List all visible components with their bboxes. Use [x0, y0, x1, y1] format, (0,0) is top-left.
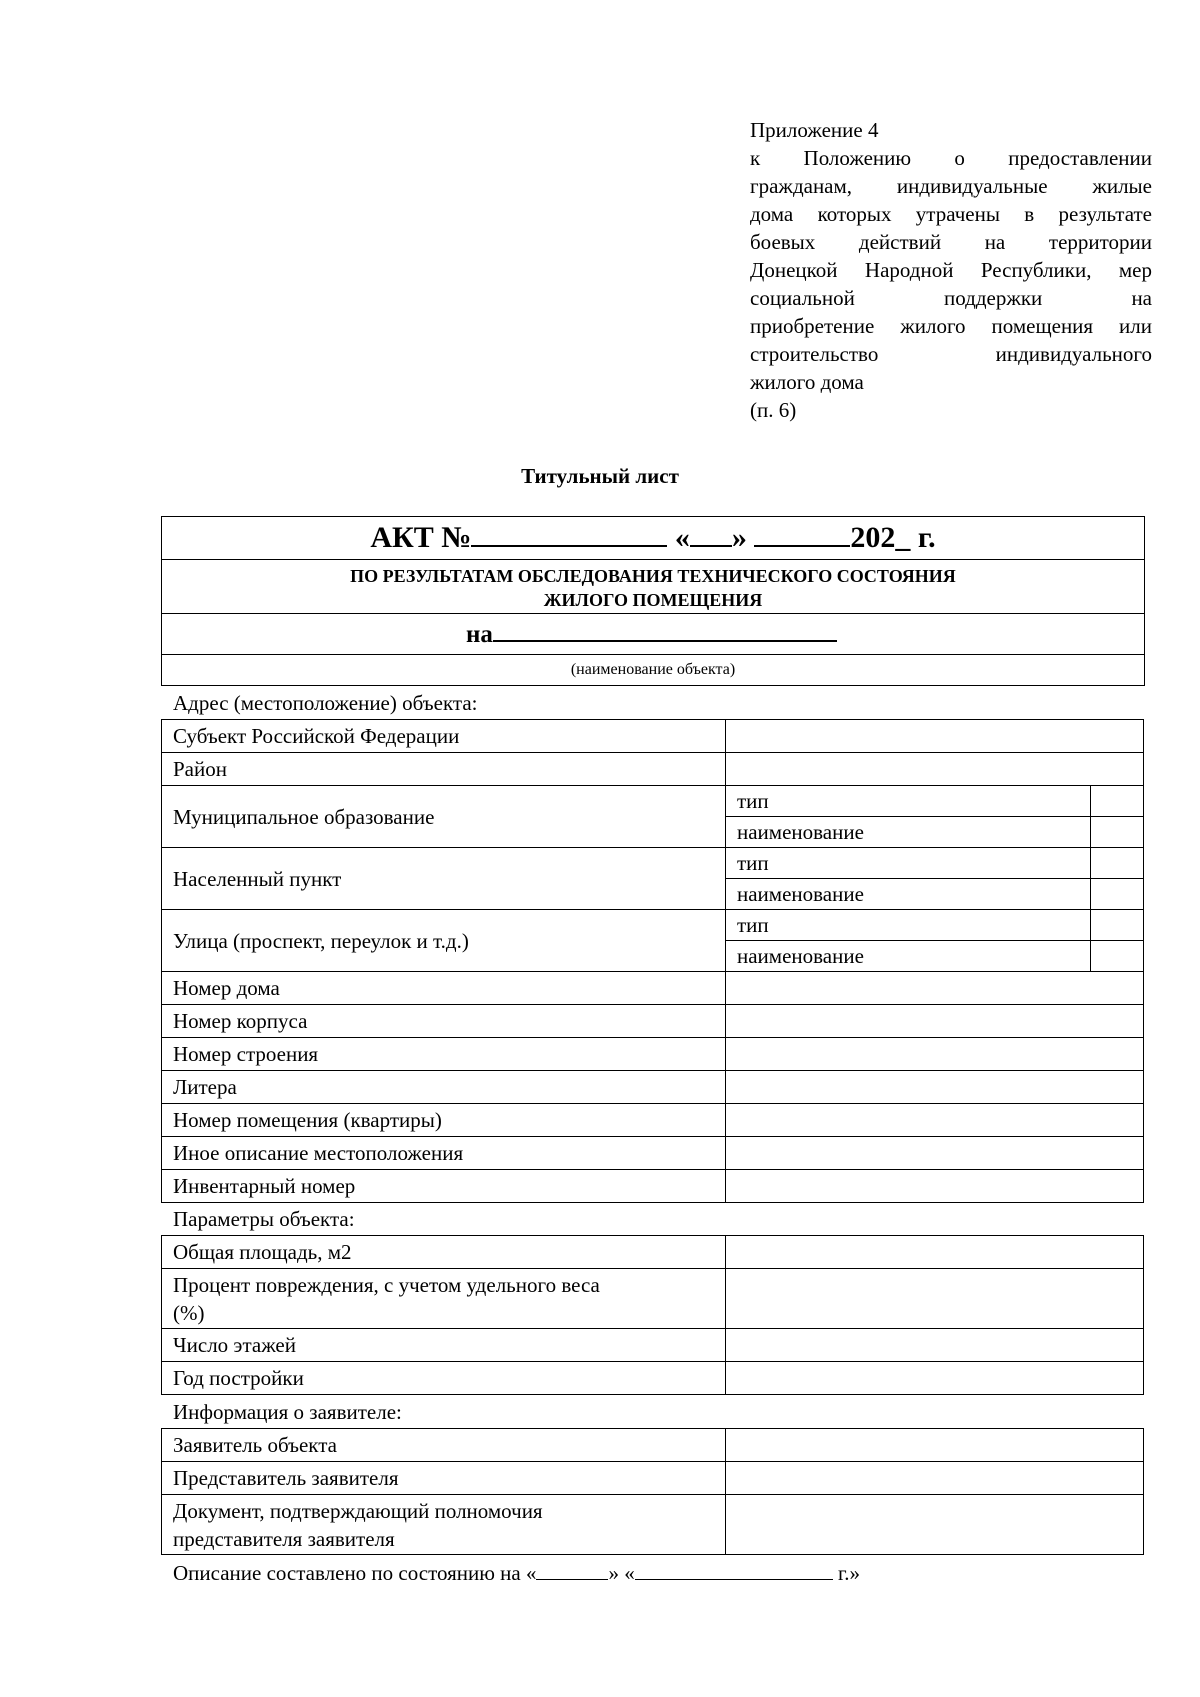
table-row — [162, 1269, 1144, 1329]
value-cell[interactable] — [1091, 848, 1144, 879]
object-name-hint: (наименование объекта) — [570, 661, 736, 678]
value-cell[interactable] — [726, 1137, 1144, 1170]
table-row — [162, 1005, 1144, 1038]
act-title-line: ЖИЛОГО ПОМЕЩЕНИЯ — [543, 590, 763, 610]
sub-label-type: тип — [726, 910, 1091, 941]
footer-month-year-blank[interactable] — [635, 1559, 833, 1580]
value-cell[interactable] — [726, 1495, 1144, 1555]
table-row — [162, 720, 1144, 753]
table-row — [162, 848, 1144, 879]
act-close-quote: » — [731, 521, 747, 554]
annex-line: жилого дома — [750, 370, 864, 394]
value-cell[interactable] — [1091, 786, 1144, 817]
act-title-row — [162, 560, 1144, 614]
sub-label-name: наименование — [726, 941, 1091, 972]
description-date-line — [173, 1558, 860, 1588]
annex-line: дома которых утрачены в результате — [750, 202, 1152, 226]
row-label-line: (%) — [173, 1300, 205, 1325]
value-cell[interactable] — [726, 1429, 1144, 1462]
annex-line: Донецкой Народной Республики, мер — [750, 258, 1152, 282]
table-row — [162, 1071, 1144, 1104]
value-cell[interactable] — [726, 1236, 1144, 1269]
page-subtitle: Титульный лист — [521, 464, 679, 488]
row-label: Год постройки — [162, 1362, 726, 1395]
params-table — [161, 1235, 1144, 1395]
annex-line: боевых действий на территории — [750, 230, 1152, 254]
address-section-label: Адрес (местоположение) объекта: — [173, 691, 478, 715]
table-row — [162, 1170, 1144, 1203]
row-label: Заявитель объекта — [162, 1429, 726, 1462]
annex-line: к Положению о предоставлении — [750, 146, 1152, 170]
act-day-blank — [690, 517, 732, 547]
value-cell[interactable] — [726, 1005, 1144, 1038]
annex-block — [750, 116, 1152, 424]
table-row — [162, 1429, 1144, 1462]
row-label: Представитель заявителя — [162, 1462, 726, 1495]
value-cell[interactable] — [726, 1038, 1144, 1071]
row-label: Улица (проспект, переулок и т.д.) — [162, 910, 726, 972]
value-cell[interactable] — [726, 1071, 1144, 1104]
act-title-line: ПО РЕЗУЛЬТАТАМ ОБСЛЕДОВАНИЯ ТЕХНИЧЕСКОГО СОСТОЯНИЯ — [350, 566, 956, 586]
act-month-blank — [754, 517, 850, 547]
row-label: Муниципальное образование — [162, 786, 726, 848]
row-label: Иное описание местоположения — [162, 1137, 726, 1170]
footer-text: » « — [608, 1561, 635, 1585]
value-cell[interactable] — [726, 1104, 1144, 1137]
annex-line: социальной поддержки на — [750, 286, 1152, 310]
value-cell[interactable] — [726, 1329, 1144, 1362]
table-row — [162, 1329, 1144, 1362]
value-cell[interactable] — [726, 1170, 1144, 1203]
footer-day-blank[interactable] — [536, 1559, 608, 1580]
table-row — [162, 1462, 1144, 1495]
table-row — [162, 786, 1144, 817]
row-label: Инвентарный номер — [162, 1170, 726, 1203]
value-cell[interactable] — [726, 720, 1144, 753]
na-label: на — [466, 621, 493, 648]
value-cell[interactable] — [726, 1362, 1144, 1395]
object-name-blank — [493, 614, 837, 642]
sub-label-type: тип — [726, 848, 1091, 879]
params-section-label: Параметры объекта: — [173, 1207, 355, 1231]
row-label-line: представителя заявителя — [173, 1526, 395, 1551]
table-row — [162, 1495, 1144, 1555]
row-label: Номер дома — [162, 972, 726, 1005]
row-label: Номер помещения (квартиры) — [162, 1104, 726, 1137]
annex-line: гражданам, индивидуальные жилые — [750, 174, 1152, 198]
row-label-line: Процент повреждения, с учетом удельного веса — [173, 1272, 600, 1297]
row-label — [162, 1495, 726, 1555]
row-label: Число этажей — [162, 1329, 726, 1362]
row-label: Номер строения — [162, 1038, 726, 1071]
value-cell[interactable] — [1091, 941, 1144, 972]
sub-label-type: тип — [726, 786, 1091, 817]
value-cell[interactable] — [726, 1269, 1144, 1329]
footer-text: г.» — [832, 1561, 860, 1585]
table-row — [162, 1236, 1144, 1269]
row-label — [162, 1269, 726, 1329]
act-year: 202_ г. — [850, 521, 936, 554]
object-name-row — [162, 614, 1144, 655]
act-prefix: АКТ № — [370, 521, 472, 554]
address-table — [161, 719, 1144, 1203]
table-row — [162, 1104, 1144, 1137]
act-number-row — [162, 517, 1144, 560]
table-row — [162, 972, 1144, 1005]
annex-line: (п. 6) — [750, 398, 797, 422]
table-row — [162, 1038, 1144, 1071]
table-row — [162, 910, 1144, 941]
table-row — [162, 753, 1144, 786]
value-cell[interactable] — [1091, 910, 1144, 941]
act-number-blank — [471, 517, 667, 547]
value-cell[interactable] — [1091, 817, 1144, 848]
row-label: Район — [162, 753, 726, 786]
footer-text: Описание составлено по состоянию на « — [173, 1561, 537, 1585]
annex-line: Приложение 4 — [750, 118, 879, 142]
row-label: Населенный пункт — [162, 848, 726, 910]
row-label: Литера — [162, 1071, 726, 1104]
annex-line: приобретение жилого помещения или — [750, 314, 1152, 338]
sub-label-name: наименование — [726, 817, 1091, 848]
applicant-table — [161, 1428, 1144, 1555]
row-label: Номер корпуса — [162, 1005, 726, 1038]
sub-label-name: наименование — [726, 879, 1091, 910]
row-label: Общая площадь, м2 — [162, 1236, 726, 1269]
act-header-box — [161, 516, 1145, 686]
value-cell[interactable] — [726, 1462, 1144, 1495]
table-row — [162, 1362, 1144, 1395]
value-cell[interactable] — [726, 972, 1144, 1005]
row-label-line: Документ, подтверждающий полномочия — [173, 1498, 543, 1523]
value-cell[interactable] — [726, 753, 1144, 786]
row-label: Субъект Российской Федерации — [162, 720, 726, 753]
act-open-quote: « — [674, 521, 690, 554]
value-cell[interactable] — [1091, 879, 1144, 910]
applicant-section-label: Информация о заявителе: — [173, 1400, 402, 1424]
annex-line: строительство индивидуального — [750, 342, 1152, 366]
table-row — [162, 1137, 1144, 1170]
